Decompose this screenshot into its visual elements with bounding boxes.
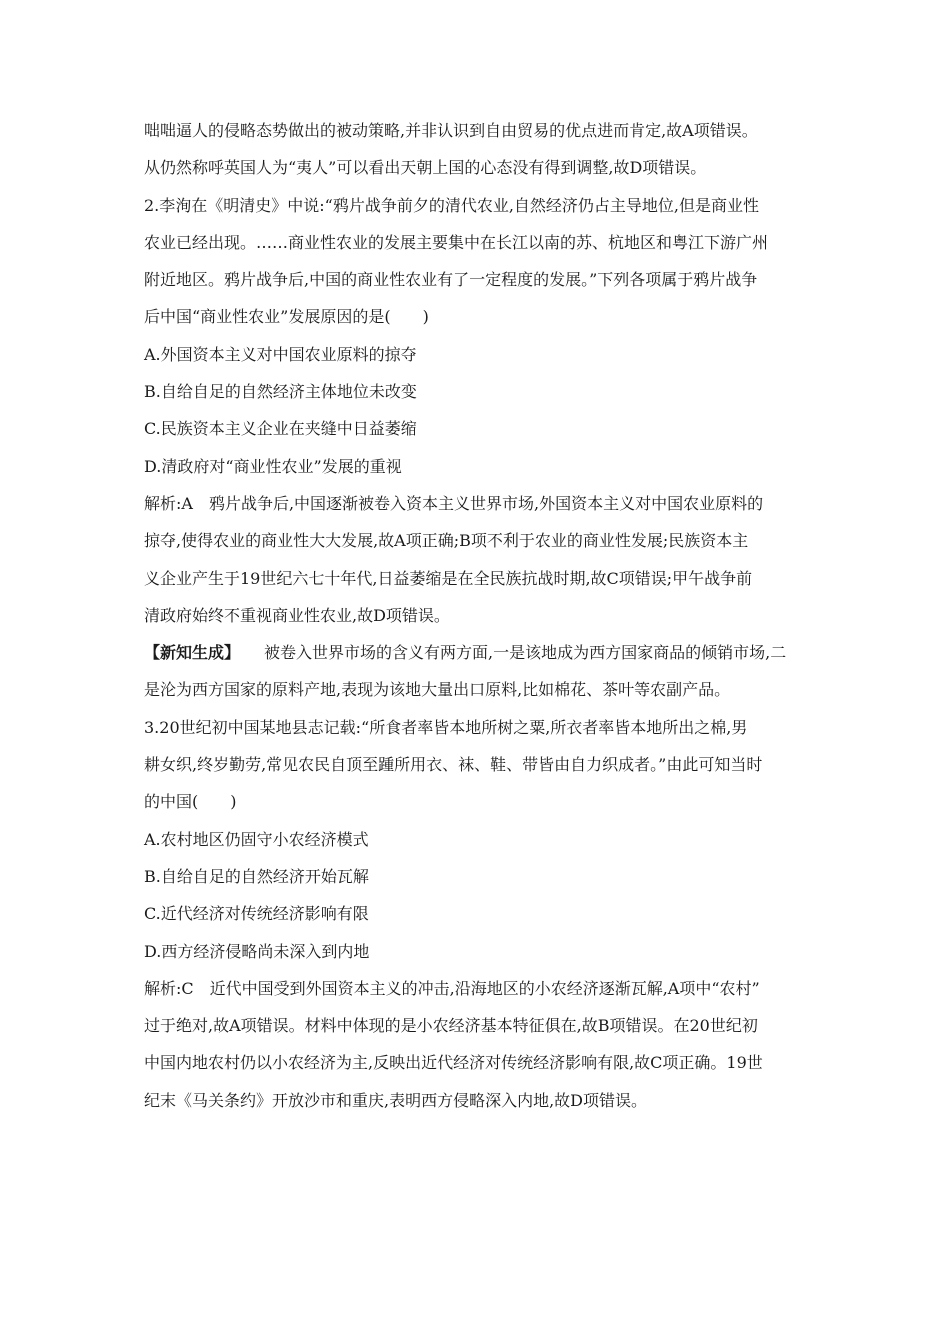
question-2-option-c: C.民族资本主义企业在夹缝中日益萎缩 [144,419,417,439]
question-3-option-c: C.近代经济对传统经济影响有限 [144,904,369,924]
question-2-option-b: B.自给自足的自然经济主体地位未改变 [144,382,417,402]
question-2-analysis: 解析:A 鸦片战争后,中国逐渐被卷入资本主义世界市场,外国资本主义对中国农业原料的 [144,493,764,513]
question-2-stem: 附近地区。鸦片战争后,中国的商业性农业有了一定程度的发展。”下列各项属于鸦片战争 [144,270,758,290]
question-2-stem: 后中国“商业性农业”发展原因的是( ) [144,307,429,327]
question-2-option-d: D.清政府对“商业性农业”发展的重视 [144,456,402,476]
new-knowledge-text: 被卷入世界市场的含义有两方面,一是该地成为西方国家商品的倾销市场,二 [264,643,787,663]
new-knowledge-line [144,634,810,671]
new-knowledge-text: 是沦为西方国家的原料产地,表现为该地大量出口原料,比如棉花、茶叶等农副产品。 [144,680,731,700]
new-knowledge-tag: 【新知生成】 [144,643,241,663]
question-3-stem: 3.20世纪初中国某地县志记载:“所食者率皆本地所树之粟,所衣者率皆本地所出之棉,男 [144,717,748,737]
question-2-stem: 农业已经出现。……商业性农业的发展主要集中在长江以南的苏、杭地区和粤江下游广州 [144,232,769,252]
question-2-analysis: 掠夺,使得农业的商业性大大发展,故A项正确;B项不利于农业的商业性发展;民族资本主 [144,531,749,551]
question-2-analysis: 义企业产生于19世纪六七十年代,日益萎缩是在全民族抗战时期,故C项错误;甲午战争前 [144,568,753,588]
question-3-analysis: 解析:C 近代中国受到外国资本主义的冲击,沿海地区的小农经济逐渐瓦解,A项中“农村” [144,978,760,998]
question-2-option-a: A.外国资本主义对中国农业原料的掠夺 [144,344,417,364]
question-2-analysis: 清政府始终不重视商业性农业,故D项错误。 [144,605,450,625]
document-page [144,112,810,1119]
question-3-analysis: 中国内地农村仍以小农经济为主,反映出近代经济对传统经济影响有限,故C项正确。19世 [144,1053,763,1073]
question-3-option-d: D.西方经济侵略尚未深入到内地 [144,941,370,961]
question-3-analysis: 过于绝对,故A项错误。材料中体现的是小农经济基本特征俱在,故B项错误。在20世纪初 [144,1016,758,1036]
text-line: 咄咄逼人的侵略态势做出的被动策略,并非认识到自由贸易的优点进而肯定,故A项错误。 [144,121,758,140]
question-3-analysis: 纪末《马关条约》开放沙市和重庆,表明西方侵略深入内地,故D项错误。 [144,1090,648,1110]
question-2-stem: 2.李洵在《明清史》中说:“鸦片战争前夕的清代农业,自然经济仍占主导地位,但是商业性 [144,195,760,215]
question-3-stem: 的中国( ) [144,792,237,812]
text-line: 从仍然称呼英国人为“夷人”可以看出天朝上国的心态没有得到调整,故D项错误。 [144,158,707,178]
question-3-option-b: B.自给自足的自然经济开始瓦解 [144,866,369,886]
question-3-option-a: A.农村地区仍固守小农经济模式 [144,829,369,849]
question-3-stem: 耕女织,终岁勤劳,常见农民自顶至踵所用衣、袜、鞋、带皆由自力织成者。”由此可知当时 [144,755,763,775]
